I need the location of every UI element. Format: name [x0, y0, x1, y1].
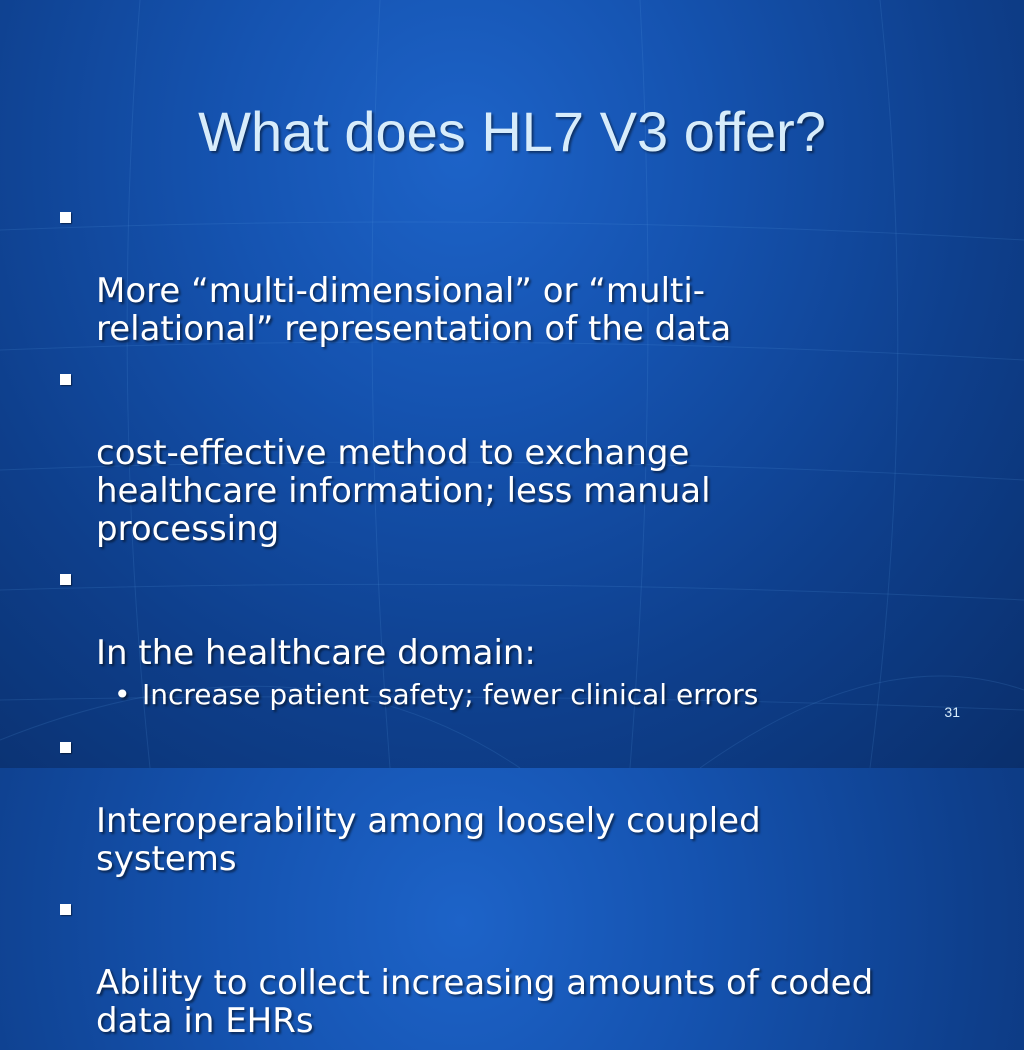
- sub-bullet-item: [56, 678, 1016, 712]
- page-number: 31: [944, 704, 960, 720]
- bullet-text: In the healthcare domain:: [96, 633, 536, 673]
- square-bullet-icon: [60, 574, 71, 585]
- square-bullet-icon: [60, 742, 71, 753]
- square-bullet-icon: [60, 904, 71, 915]
- bullet-item: [56, 358, 1016, 548]
- square-bullet-icon: [60, 212, 71, 223]
- sub-bullet-text: Increase patient safety; fewer clinical errors: [142, 678, 759, 711]
- bullet-item: [56, 888, 1016, 1040]
- bullet-text: Interoperability among loosely coupled systems: [96, 801, 761, 879]
- bullet-item: [56, 558, 1016, 672]
- bullet-text: Ability to collect increasing amounts of coded data in EHRs: [96, 963, 874, 1041]
- dot-bullet-icon: •: [114, 678, 131, 711]
- bullet-text: More “multi-dimensional” or “multi- relational” representation of the data: [96, 271, 732, 349]
- bullet-item: [56, 726, 1016, 878]
- bullet-text: cost-effective method to exchange healthcare information; less manual processing: [96, 433, 711, 549]
- slide-title: What does HL7 V3 offer?: [198, 100, 826, 163]
- bullet-list: [56, 196, 1016, 1050]
- bullet-item: [56, 196, 1016, 348]
- square-bullet-icon: [60, 374, 71, 385]
